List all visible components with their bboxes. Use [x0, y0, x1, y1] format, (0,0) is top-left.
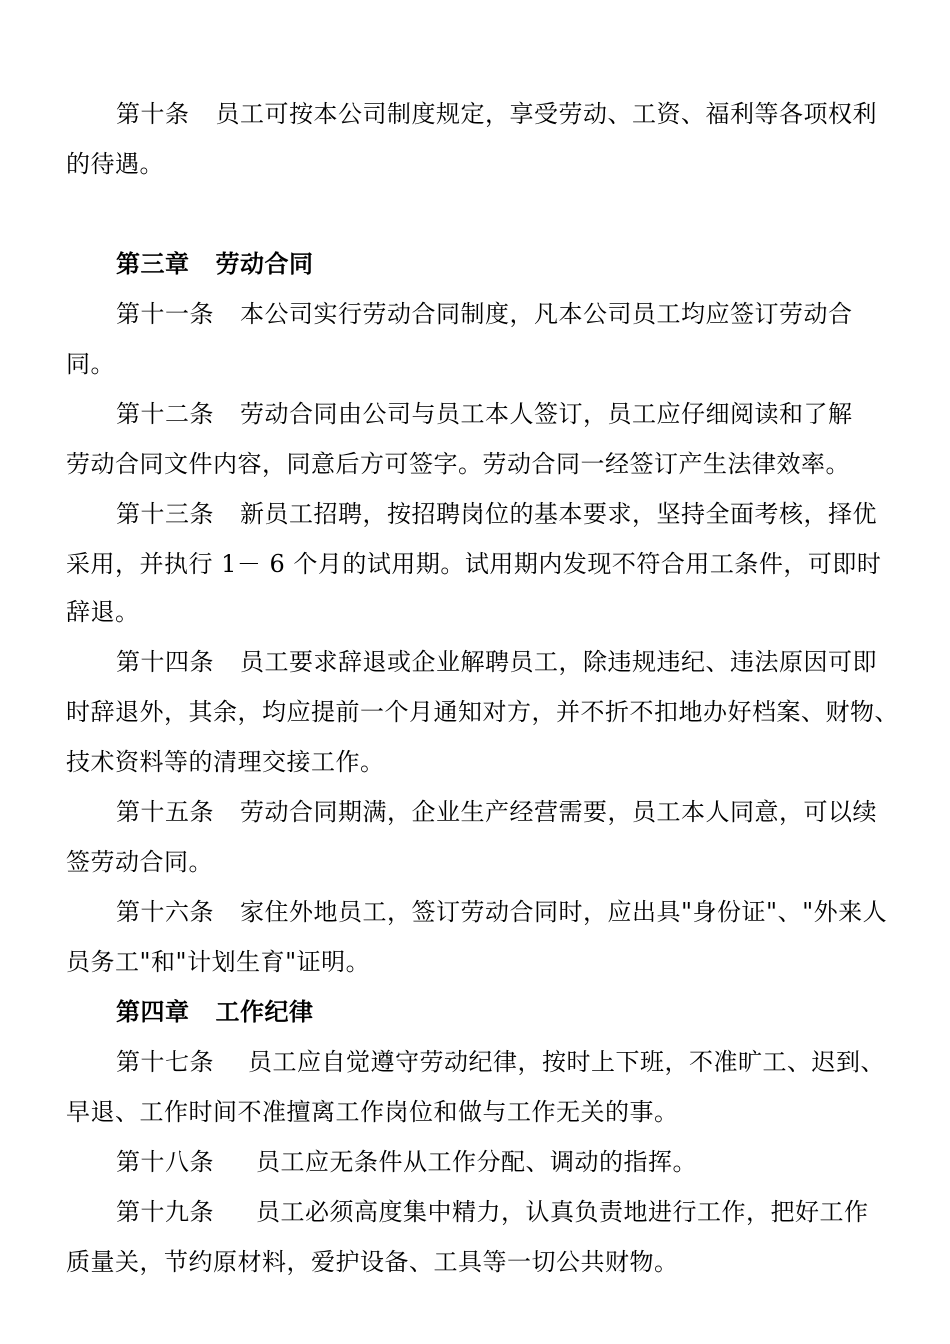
article-11-line-1 [116, 298, 886, 330]
chapter-4-heading [116, 996, 886, 1028]
article-text: 技术资料等的清理交接工作。 [66, 748, 385, 776]
article-label: 第十八条 [116, 1148, 214, 1176]
article-text: 员工必须高度集中精力，认真负责地进行工作，把好工作 [256, 1198, 869, 1226]
article-label: 第十七条 [116, 1048, 214, 1076]
article-13-line-1 [116, 498, 886, 530]
article-text: 员工要求辞退或企业解聘员工，除违规违纪、违法原因可即 [240, 648, 877, 676]
chapter-title: 工作纪律 [215, 997, 314, 1026]
article-13-line-2 [66, 548, 886, 580]
chapter-label: 第三章 [116, 249, 190, 278]
article-text: 签劳动合同。 [66, 848, 213, 876]
article-text: 辞退。 [66, 598, 140, 626]
article-15-line-1 [116, 796, 886, 828]
article-text: 劳动合同文件内容，同意后方可签字。劳动合同一经签订产生法律效率。 [66, 450, 850, 478]
article-10-line-1 [116, 98, 886, 130]
article-11-line-2 [66, 348, 886, 380]
article-13-line-3 [66, 596, 886, 628]
chapter-3-heading [116, 248, 886, 280]
article-text: 劳动合同期满，企业生产经营需要，员工本人同意，可以续 [240, 798, 877, 826]
article-text: 员工应无条件从工作分配、调动的指挥。 [256, 1148, 697, 1176]
article-text: 早退、工作时间不准擅离工作岗位和做与工作无关的事。 [66, 1098, 679, 1126]
article-label: 第十四条 [116, 648, 214, 676]
article-label: 第十五条 [116, 798, 214, 826]
article-10-line-2 [66, 148, 886, 180]
article-16-line-2 [66, 946, 886, 978]
article-text: 新员工招聘，按招聘岗位的基本要求，坚持全面考核，择优 [240, 500, 877, 528]
article-text: 员务工"和"计划生育"证明。 [66, 948, 371, 976]
article-14-line-3 [66, 746, 886, 778]
article-18-line-1 [116, 1146, 886, 1178]
article-text: 时辞退外，其余，均应提前一个月通知对方，并不折不扣地办好档案、财物、 [66, 698, 899, 726]
article-12-line-2 [66, 448, 886, 480]
article-16-line-1 [116, 896, 886, 928]
article-text: 家住外地员工，签订劳动合同时，应出具"身份证"、"外来人 [240, 898, 888, 926]
article-label: 第十九条 [116, 1198, 214, 1226]
article-text: 采用，并执行 1－ 6 个月的试用期。试用期内发现不符合用工条件，可即时 [66, 550, 882, 578]
article-17-line-2 [66, 1096, 886, 1128]
article-text: 同。 [66, 350, 115, 378]
article-label: 第十六条 [116, 898, 214, 926]
article-text: 劳动合同由公司与员工本人签订，员工应仔细阅读和了解 [240, 400, 853, 428]
article-14-line-2 [66, 696, 899, 728]
article-17-line-1 [116, 1046, 886, 1078]
article-text: 员工可按本公司制度规定，享受劳动、工资、福利等各项权利 [215, 100, 877, 128]
chapter-title: 劳动合同 [215, 249, 314, 278]
article-text: 质量关，节约原材料，爱护设备、工具等一切公共财物。 [66, 1248, 679, 1276]
article-15-line-2 [66, 846, 886, 878]
article-label: 第十条 [116, 100, 190, 128]
article-label: 第十二条 [116, 400, 214, 428]
article-label: 第十一条 [116, 300, 214, 328]
article-text: 本公司实行劳动合同制度，凡本公司员工均应签订劳动合 [240, 300, 853, 328]
article-14-line-1 [116, 646, 886, 678]
article-19-line-2 [66, 1246, 886, 1278]
article-text: 的待遇。 [66, 150, 164, 178]
chapter-label: 第四章 [116, 997, 190, 1026]
article-text: 员工应自觉遵守劳动纪律，按时上下班，不准旷工、迟到、 [248, 1048, 885, 1076]
article-label: 第十三条 [116, 500, 214, 528]
article-12-line-1 [116, 398, 886, 430]
article-19-line-1 [116, 1196, 886, 1228]
